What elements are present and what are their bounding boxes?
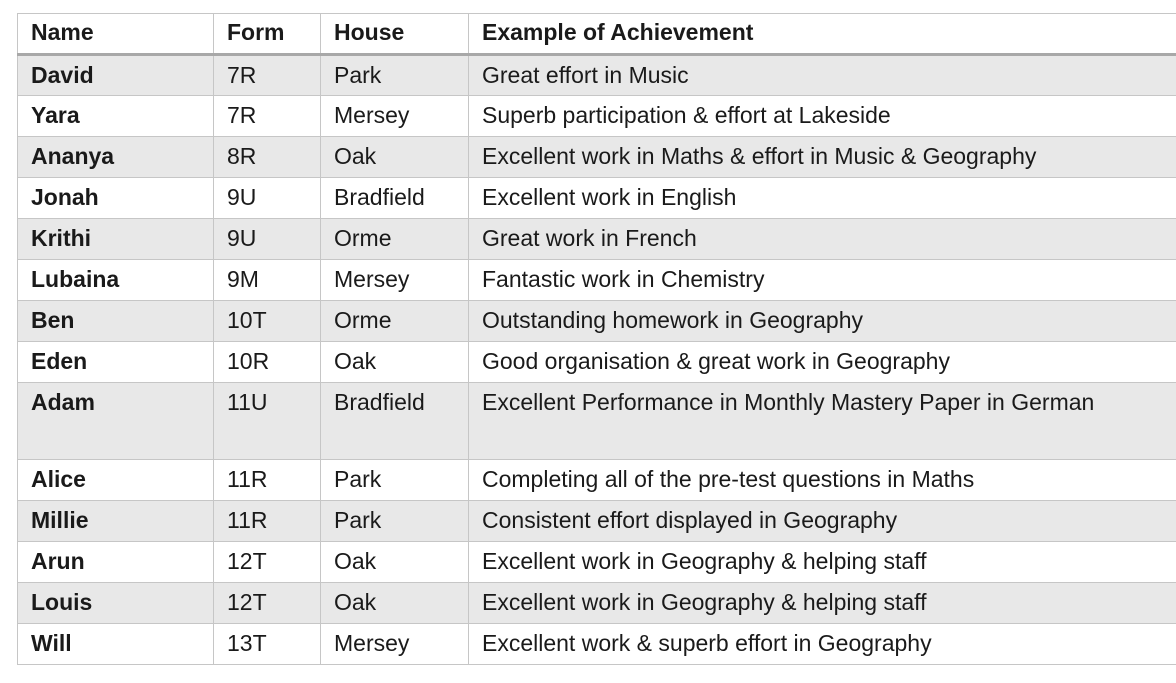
cell-achievement: Excellent work in Geography & helping staff bbox=[469, 542, 1176, 583]
cell-house: Mersey bbox=[321, 96, 469, 137]
table-row bbox=[18, 178, 1176, 219]
cell-achievement: Excellent Performance in Monthly Mastery Paper in German bbox=[469, 383, 1176, 460]
table-row bbox=[18, 219, 1176, 260]
cell-name: Alice bbox=[18, 460, 214, 501]
cell-achievement: Excellent work in Geography & helping staff bbox=[469, 583, 1176, 624]
cell-name: Adam bbox=[18, 383, 214, 460]
achievements-table-container bbox=[17, 13, 1176, 665]
cell-form: 7R bbox=[214, 96, 321, 137]
table-row bbox=[18, 260, 1176, 301]
table-row bbox=[18, 55, 1176, 96]
cell-form: 9U bbox=[214, 178, 321, 219]
table-row bbox=[18, 542, 1176, 583]
cell-house: Bradfield bbox=[321, 383, 469, 460]
table-row bbox=[18, 342, 1176, 383]
cell-name: David bbox=[18, 55, 214, 96]
cell-form: 11U bbox=[214, 383, 321, 460]
table-header bbox=[18, 14, 1176, 55]
cell-name: Will bbox=[18, 624, 214, 665]
cell-house: Park bbox=[321, 460, 469, 501]
cell-house: Orme bbox=[321, 219, 469, 260]
table-row bbox=[18, 583, 1176, 624]
cell-form: 11R bbox=[214, 501, 321, 542]
cell-house: Oak bbox=[321, 583, 469, 624]
cell-name: Yara bbox=[18, 96, 214, 137]
cell-name: Arun bbox=[18, 542, 214, 583]
cell-name: Ananya bbox=[18, 137, 214, 178]
cell-name: Krithi bbox=[18, 219, 214, 260]
cell-form: 10T bbox=[214, 301, 321, 342]
table-row bbox=[18, 96, 1176, 137]
cell-house: Oak bbox=[321, 542, 469, 583]
cell-house: Orme bbox=[321, 301, 469, 342]
table-row bbox=[18, 383, 1176, 460]
table-row bbox=[18, 501, 1176, 542]
header-achievement: Example of Achievement bbox=[469, 14, 1176, 55]
table-row bbox=[18, 460, 1176, 501]
cell-name: Eden bbox=[18, 342, 214, 383]
table-body bbox=[18, 55, 1176, 665]
cell-name: Jonah bbox=[18, 178, 214, 219]
cell-house: Park bbox=[321, 501, 469, 542]
cell-achievement: Excellent work in Maths & effort in Music & Geography bbox=[469, 137, 1176, 178]
cell-achievement: Good organisation & great work in Geography bbox=[469, 342, 1176, 383]
table-row bbox=[18, 301, 1176, 342]
cell-house: Oak bbox=[321, 137, 469, 178]
header-row bbox=[18, 14, 1176, 55]
cell-form: 7R bbox=[214, 55, 321, 96]
cell-form: 10R bbox=[214, 342, 321, 383]
cell-achievement: Completing all of the pre-test questions in Maths bbox=[469, 460, 1176, 501]
cell-form: 13T bbox=[214, 624, 321, 665]
cell-name: Millie bbox=[18, 501, 214, 542]
header-house: House bbox=[321, 14, 469, 55]
cell-achievement: Excellent work in English bbox=[469, 178, 1176, 219]
cell-achievement: Great effort in Music bbox=[469, 55, 1176, 96]
cell-house: Mersey bbox=[321, 260, 469, 301]
cell-name: Louis bbox=[18, 583, 214, 624]
cell-form: 12T bbox=[214, 583, 321, 624]
cell-house: Bradfield bbox=[321, 178, 469, 219]
cell-form: 12T bbox=[214, 542, 321, 583]
cell-house: Oak bbox=[321, 342, 469, 383]
cell-achievement: Fantastic work in Chemistry bbox=[469, 260, 1176, 301]
cell-achievement: Superb participation & effort at Lakeside bbox=[469, 96, 1176, 137]
cell-achievement: Excellent work & superb effort in Geography bbox=[469, 624, 1176, 665]
cell-name: Lubaina bbox=[18, 260, 214, 301]
cell-form: 11R bbox=[214, 460, 321, 501]
cell-name: Ben bbox=[18, 301, 214, 342]
cell-form: 8R bbox=[214, 137, 321, 178]
table-row bbox=[18, 624, 1176, 665]
table-row bbox=[18, 137, 1176, 178]
cell-form: 9M bbox=[214, 260, 321, 301]
cell-house: Park bbox=[321, 55, 469, 96]
cell-form: 9U bbox=[214, 219, 321, 260]
cell-achievement: Great work in French bbox=[469, 219, 1176, 260]
cell-achievement: Consistent effort displayed in Geography bbox=[469, 501, 1176, 542]
achievements-table bbox=[17, 13, 1176, 665]
header-name: Name bbox=[18, 14, 214, 55]
header-form: Form bbox=[214, 14, 321, 55]
cell-house: Mersey bbox=[321, 624, 469, 665]
cell-achievement: Outstanding homework in Geography bbox=[469, 301, 1176, 342]
